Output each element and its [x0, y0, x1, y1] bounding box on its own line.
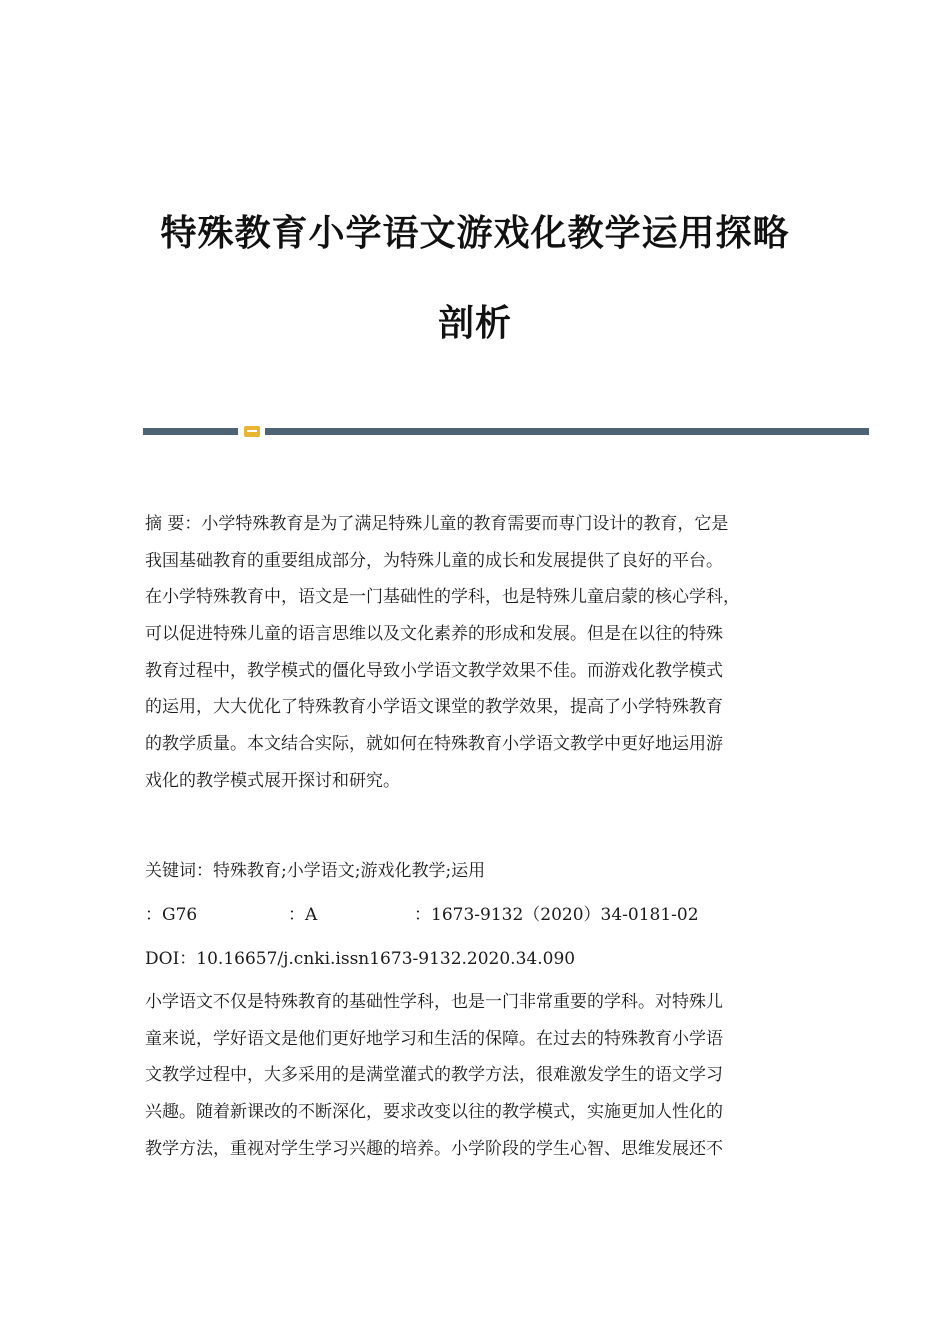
- doi: DOI：10.16657/j.cnki.issn1673-9132.2020.34.090: [145, 949, 576, 969]
- intro-line: 教学方法，重视对学生学习兴趣的培养。小学阶段的学生心智、思维发展还不: [145, 1138, 723, 1159]
- abstract-line: 我国基础教育的重要组成部分，为特殊儿童的成长和发展提供了良好的平台。: [145, 550, 723, 571]
- abstract-line: 可以促进特殊儿童的语言思维以及文化素养的形成和发展。但是在以往的特殊: [145, 624, 723, 645]
- intro-line: 童来说，学好语文是他们更好地学习和生活的保障。在过去的特殊教育小学语: [145, 1028, 723, 1049]
- document-code: ：A: [288, 905, 318, 925]
- divider-bar-left: [143, 428, 238, 435]
- clc-number: ：G76: [145, 905, 198, 925]
- paper-title-line-1: 特殊教育小学语文游戏化教学运用探略: [160, 213, 790, 254]
- divider-bar-right: [265, 428, 869, 435]
- classification-line: [145, 900, 699, 925]
- article-id: ：1673-9132（2020）34-0181-02: [414, 905, 699, 925]
- abstract-line: 摘 要：小学特殊教育是为了满足特殊儿童的教育需要而専门设计的教育，它是: [145, 514, 729, 534]
- abstract: [145, 506, 810, 800]
- abstract-line: 在小学特殊教育中，语文是一门基础性的学科，也是特殊儿童启蒙的核心学科，: [145, 587, 740, 608]
- abstract-line: 教育过程中，教学模式的僵化导致小学语文教学效果不佳。而游戏化教学模式: [145, 660, 723, 681]
- keywords: 关键词：特殊教育;小学语文;游戏化教学;运用: [145, 861, 486, 881]
- intro-line: 小学语文不仅是特殊教育的基础性学科，也是一门非常重要的学科。对特殊儿: [145, 992, 723, 1012]
- intro-paragraph: [145, 984, 810, 1167]
- intro-line: 兴趣。随着新课改的不断深化，要求改变以往的教学模式，实施更加人性化的: [145, 1102, 723, 1123]
- divider-mark-icon: [244, 426, 260, 437]
- intro-line: 文教学过程中，大多采用的是满堂灌式的教学方法，很难激发学生的语文学习: [145, 1065, 723, 1086]
- title-divider: [143, 426, 869, 436]
- abstract-line: 的教学质量。本文结合实际，就如何在特殊教育小学语文教学中更好地运用游: [145, 734, 723, 755]
- paper-title-line-2: 剖析: [437, 303, 512, 344]
- abstract-line: 的运用，大大优化了特殊教育小学语文课堂的教学效果，提高了小学特殊教育: [145, 697, 723, 718]
- abstract-line: 戏化的教学模式展开探讨和研究。: [145, 770, 400, 791]
